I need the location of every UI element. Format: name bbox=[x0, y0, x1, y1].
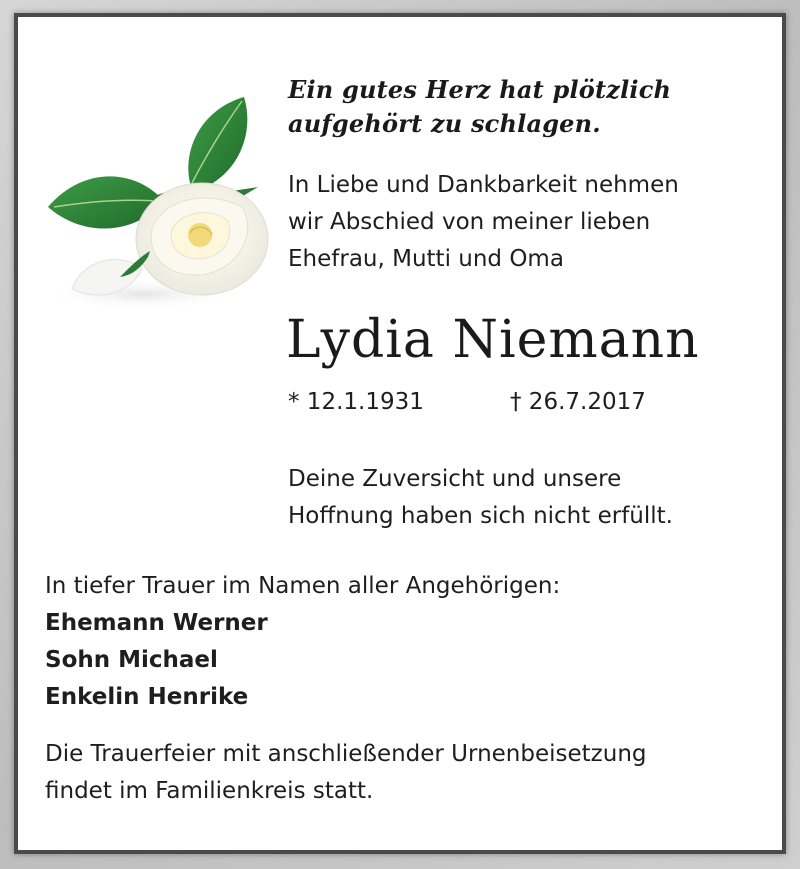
ceremony-line: Die Trauerfeier mit anschließender Urnenbeisetzung bbox=[45, 741, 647, 767]
motto-line: Ein gutes Herz hat plötzlich bbox=[288, 75, 672, 104]
mourners-intro: In tiefer Trauer im Namen aller Angehörigen: bbox=[45, 573, 561, 599]
ceremony-line: findet im Familienkreis statt. bbox=[45, 778, 374, 804]
mourner-name: Enkelin Henrike bbox=[45, 684, 249, 710]
life-dates bbox=[288, 387, 646, 417]
motto-line: aufgehört zu schlagen. bbox=[288, 109, 601, 138]
mourners-block bbox=[45, 568, 560, 716]
mourner-name: Ehemann Werner bbox=[45, 610, 268, 636]
motto bbox=[288, 73, 671, 141]
intro-text bbox=[288, 167, 679, 278]
birth-date: * 12.1.1931 bbox=[288, 389, 424, 415]
quote-line: Hoffnung haben sich nicht erfüllt. bbox=[288, 503, 673, 529]
death-date: † 26.7.2017 bbox=[510, 389, 646, 415]
mourner-name: Sohn Michael bbox=[45, 647, 218, 673]
intro-line: In Liebe und Dankbarkeit nehmen bbox=[288, 172, 679, 198]
ceremony-note bbox=[45, 736, 647, 810]
deceased-name: Lydia Niemann bbox=[286, 310, 700, 370]
white-rose-icon bbox=[32, 79, 272, 319]
quote-line: Deine Zuversicht und unsere bbox=[288, 466, 622, 492]
obituary-card bbox=[14, 13, 786, 854]
quote-text bbox=[288, 461, 673, 535]
intro-line: Ehefrau, Mutti und Oma bbox=[288, 246, 564, 272]
intro-line: wir Abschied von meiner lieben bbox=[288, 209, 651, 235]
